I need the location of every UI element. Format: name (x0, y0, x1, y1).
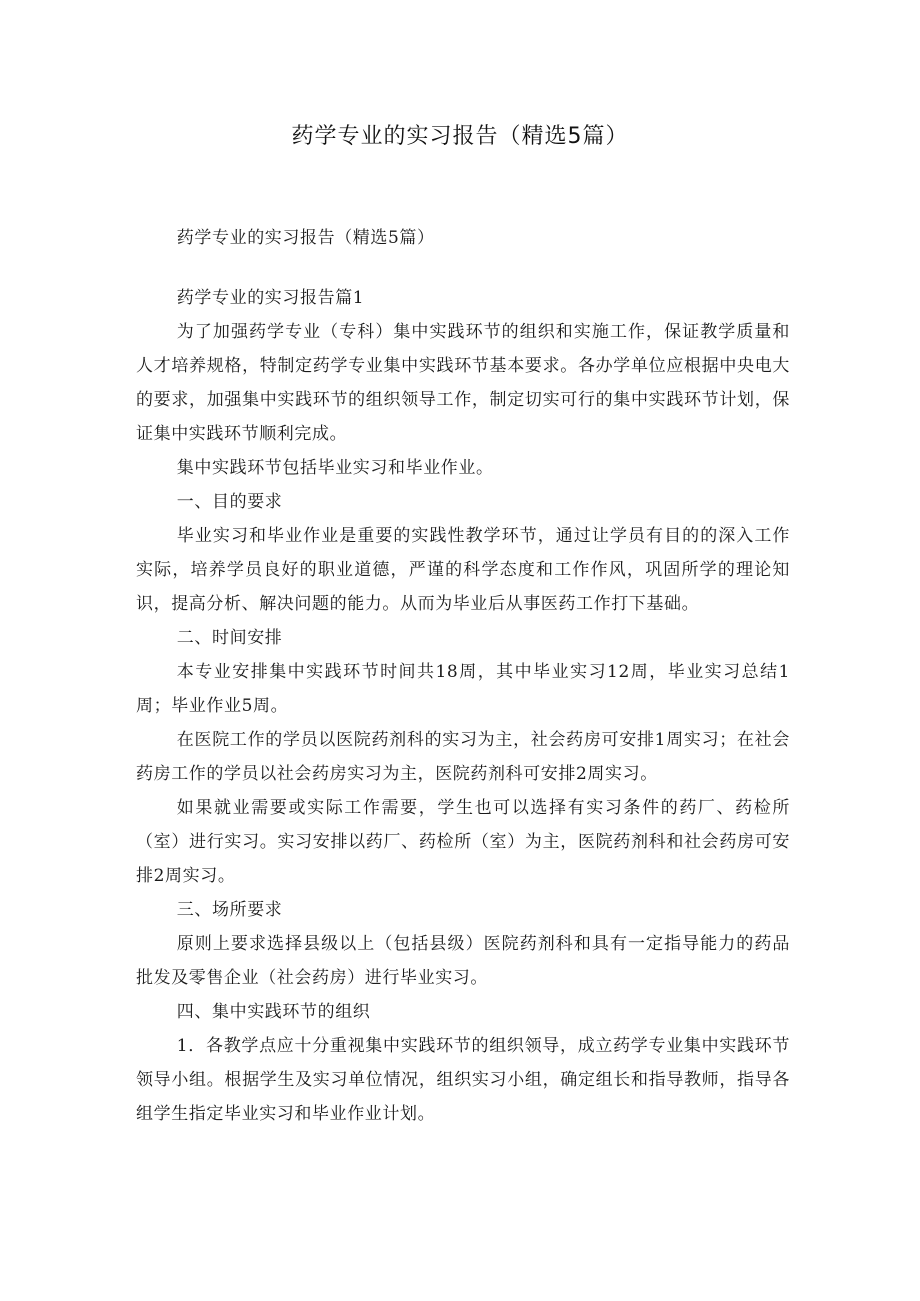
body-paragraph: 在医院工作的学员以医院药剂科的实习为主，社会药房可安排1周实习；在社会药房工作的学员以社会药房实习为主，医院药剂科可安排2周实习。 (136, 730, 790, 784)
subtitle-paragraph: 药学专业的实习报告（精选5篇） (176, 228, 435, 248)
body-paragraph: 如果就业需要或实际工作需要，学生也可以选择有实习条件的药厂、药检所（室）进行实习。实习安排以药厂、药检所（室）为主，医院药剂科和社会药房可安排2周实习。 (136, 798, 790, 886)
section-heading-schedule: 二、时间安排 (176, 628, 283, 648)
body-paragraph: 原则上要求选择县级以上（包括县级）医院药剂科和具有一定指导能力的药品批发及零售企业（社会药房）进行毕业实习。 (136, 934, 790, 988)
document-body (136, 191, 790, 1131)
section-heading-organization: 四、集中实践环节的组织 (176, 1002, 371, 1022)
section-heading-venue: 三、场所要求 (176, 900, 283, 920)
section-heading-part-1: 药学专业的实习报告篇1 (176, 288, 365, 308)
body-paragraph: 集中实践环节包括毕业实习和毕业作业。 (176, 458, 494, 478)
body-paragraph: 为了加强药学专业（专科）集中实践环节的组织和实施工作，保证教学质量和人才培养规格，特制定药学专业集中实践环节基本要求。各办学单位应根据中央电大的要求，加强集中实践环节的组织领导工作，制定切实可行的集中实践环节计划，保证集中实践环节顺利完成。 (136, 322, 790, 444)
document-title: 药学专业的实习报告（精选5篇） (291, 124, 629, 149)
section-heading-goals: 一、目的要求 (176, 492, 283, 512)
body-paragraph: 1．各教学点应十分重视集中实践环节的组织领导，成立药学专业集中实践环节领导小组。根据学生及实习单位情况，组织实习小组，确定组长和指导教师，指导各组学生指定毕业实习和毕业作业计划。 (136, 1036, 790, 1124)
body-paragraph: 本专业安排集中实践环节时间共18周，其中毕业实习12周，毕业实习总结1周；毕业作业5周。 (136, 662, 790, 716)
body-paragraph: 毕业实习和毕业作业是重要的实践性教学环节，通过让学员有目的的深入工作实际，培养学员良好的职业道德，严谨的科学态度和工作作风，巩固所学的理论知识，提高分析、解决问题的能力。从而为毕业后从事医药工作打下基础。 (136, 526, 790, 614)
